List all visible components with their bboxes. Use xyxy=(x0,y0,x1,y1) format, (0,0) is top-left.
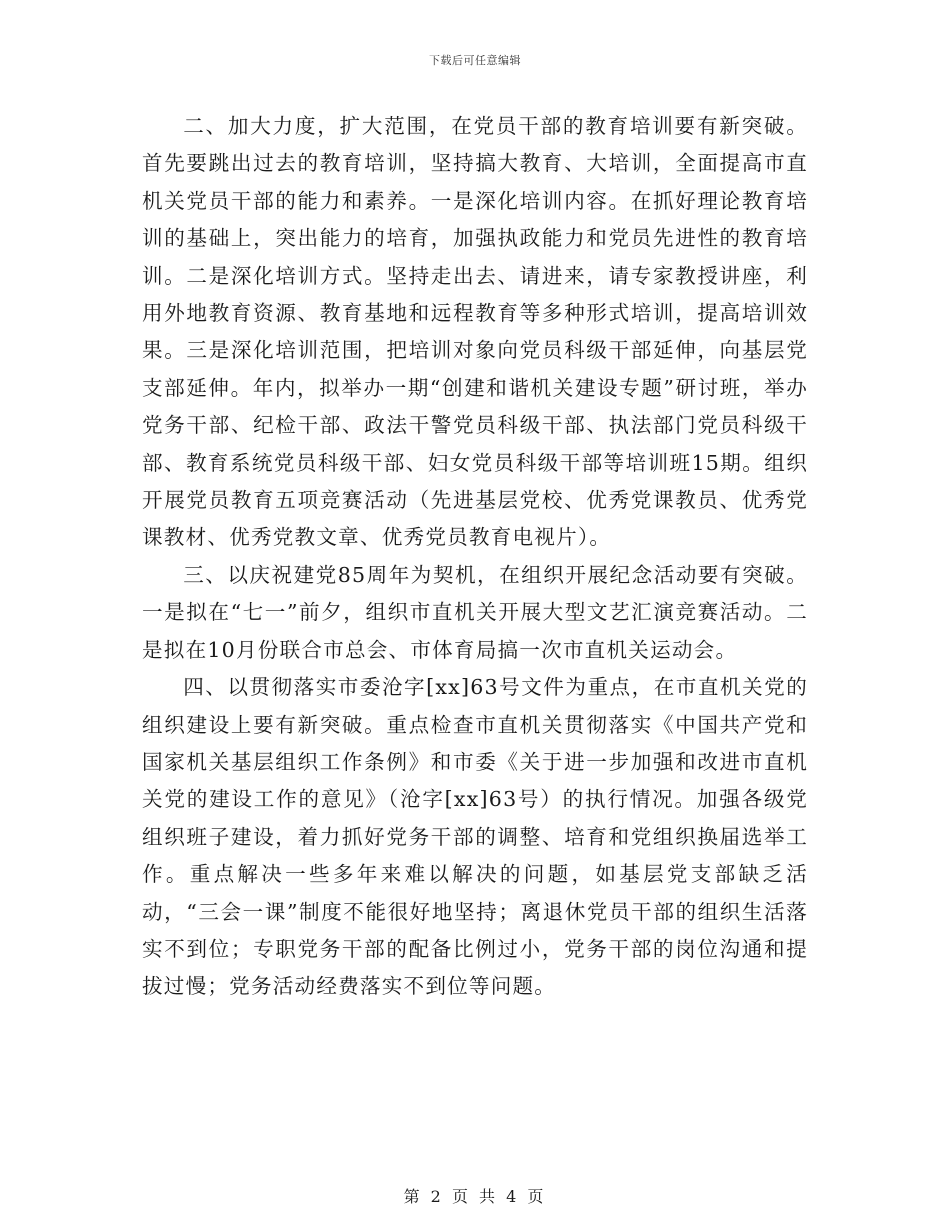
document-body xyxy=(142,108,808,1006)
paragraph-organization: 四、以贯彻落实市委沧字[xx]63号文件为重点，在市直机关党的组织建设上要有新突破。重点检查市直机关贯彻落实《中国共产党和国家机关基层组织工作条例》和市委《关于进一步加强和改进市直机关党的建设工作的意见》（沧字[xx]63号）的执行情况。加强各级党组织班子建设，着力抓好党务干部的调整、培育和党组织换届选举工作。重点解决一些多年来难以解决的问题，如基层党支部缺乏活动，“三会一课”制度不能很好地坚持；离退休党员干部的组织生活落实不到位；专职党务干部的配备比例过小，党务干部的岗位沟通和提拔过慢；党务活动经费落实不到位等问题。 xyxy=(142,675,808,999)
paragraph-training: 二、加大力度，扩大范围，在党员干部的教育培训要有新突破。首先要跳出过去的教育培训，坚持搞大教育、大培训，全面提高市直机关党员干部的能力和素养。一是深化培训内容。在抓好理论教育培训的基础上，突出能力的培育，加强执政能力和党员先进性的教育培训。二是深化培训方式。坚持走出去、请进来，请专家教授讲座，利用外地教育资源、教育基地和远程教育等多种形式培训，提高培训效果。三是深化培训范围，把培训对象向党员科级干部延伸，向基层党支部延伸。年内，拟举办一期“创建和谐机关建设专题”研讨班，举办党务干部、纪检干部、政法干警党员科级干部、执法部门党员科级干部、教育系统党员科级干部、妇女党员科级干部等培训班15期。组织开展党员教育五项竞赛活动（先进基层党校、优秀党课教员、优秀党课教材、优秀党教文章、优秀党员教育电视片）。 xyxy=(142,114,808,550)
paragraph-anniversary: 三、以庆祝建党85周年为契机，在组织开展纪念活动要有突破。一是拟在“七一”前夕，组织市直机关开展大型文艺汇演竞赛活动。二是拟在10月份联合市总会、市体育局搞一次市直机关运动会。 xyxy=(142,562,808,662)
page-number-footer: 第 2 页 共 4 页 xyxy=(403,1187,547,1206)
page-header-note: 下载后可任意编辑 xyxy=(429,54,521,67)
